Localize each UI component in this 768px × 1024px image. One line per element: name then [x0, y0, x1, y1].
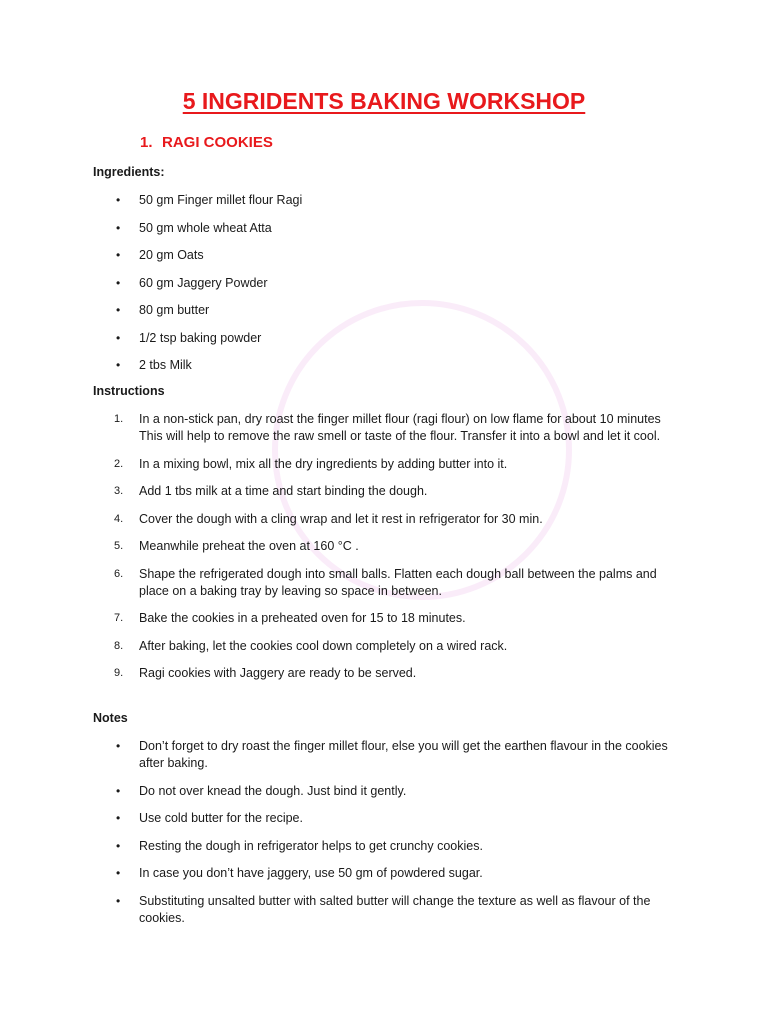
step-number: 6.	[114, 567, 124, 580]
bullet-marker: •	[116, 893, 121, 908]
bullet-marker: •	[116, 303, 121, 317]
list-item-text: Shape the refrigerated dough into small balls. Flatten each dough ball between the palms and place on a baking tray by leaving so space in between.	[139, 566, 657, 598]
list-item-text: 60 gm Jaggery Powder	[139, 275, 268, 290]
instruction-step	[0, 665, 669, 682]
step-number: 7.	[114, 612, 124, 624]
step-number: 9.	[114, 667, 124, 679]
list-item-text: Resting the dough in refrigerator helps to get crunchy cookies.	[139, 838, 483, 853]
instructions-label: Instructions	[93, 384, 165, 398]
notes-label: Notes	[93, 711, 128, 725]
instruction-step	[0, 638, 669, 655]
bullet-marker: •	[116, 783, 121, 798]
instruction-step	[0, 538, 669, 555]
instruction-step	[0, 456, 669, 473]
list-item-text: 50 gm whole wheat Atta	[139, 220, 272, 235]
list-item-text: Ragi cookies with Jaggery are ready to be served.	[139, 666, 417, 680]
list-item-text: In case you don’t have jaggery, use 50 gm of powdered sugar.	[139, 866, 483, 880]
list-item-text: Cover the dough with a cling wrap and let it rest in refrigerator for 30 min.	[139, 511, 543, 526]
list-item-text: 20 gm Oats	[139, 248, 204, 262]
step-number: 4.	[114, 512, 124, 525]
step-number: 2.	[114, 457, 124, 470]
bullet-marker: •	[116, 739, 121, 753]
bullet-marker: •	[116, 811, 121, 825]
list-item-text: In a non-stick pan, dry roast the finger millet flour (ragi flour) on low flame for about 10 minutes This will help to remove the raw smell or taste of the flour. Transfer it into a bowl and let it cool.	[139, 412, 661, 443]
list-item-text: 2 tbs Milk	[139, 358, 192, 372]
ingredient-item	[0, 220, 669, 237]
section-title: RAGI COOKIES	[162, 134, 273, 151]
list-item-text: 50 gm Finger millet flour Ragi	[139, 193, 303, 207]
bullet-marker: •	[116, 193, 121, 207]
bullet-marker: •	[116, 866, 121, 880]
document-title: 5 INGRIDENTS BAKING WORKSHOP	[182, 88, 586, 114]
note-item	[0, 783, 669, 800]
bullet-marker: •	[116, 275, 121, 290]
list-item-text: Meanwhile preheat the oven at 160 °C .	[139, 539, 359, 553]
ingredient-item	[0, 330, 669, 347]
bullet-marker: •	[116, 330, 121, 345]
instructions-list	[0, 411, 768, 693]
instruction-step	[0, 483, 669, 500]
list-item-text: Substituting unsalted butter with salted butter will change the texture as well as flavour of the cookies.	[139, 893, 651, 925]
ingredient-item	[0, 357, 669, 374]
section-heading	[140, 134, 273, 151]
ingredients-label: Ingredients:	[93, 165, 165, 179]
instruction-step	[0, 411, 669, 445]
list-item-text: In a mixing bowl, mix all the dry ingredients by adding butter into it.	[139, 456, 508, 471]
ingredients-list	[0, 192, 768, 385]
note-item	[0, 810, 669, 827]
note-item	[0, 865, 669, 882]
instruction-step	[0, 511, 669, 528]
ingredient-item	[0, 275, 669, 292]
list-item-text: After baking, let the cookies cool down completely on a wired rack.	[139, 638, 508, 653]
list-item-text: Add 1 tbs milk at a time and start binding the dough.	[139, 484, 428, 498]
step-number: 5.	[114, 540, 124, 552]
instruction-step	[0, 566, 669, 600]
notes-list	[0, 738, 768, 937]
bullet-marker: •	[116, 358, 121, 372]
step-number: 1.	[114, 413, 124, 425]
list-item-text: Use cold butter for the recipe.	[139, 811, 303, 825]
instruction-step	[0, 610, 669, 627]
step-number: 3.	[114, 485, 124, 497]
step-number: 8.	[114, 639, 124, 652]
note-item	[0, 738, 669, 772]
list-item-text: 80 gm butter	[139, 303, 210, 317]
ingredient-item	[0, 302, 669, 319]
ingredient-item	[0, 192, 669, 209]
bullet-marker: •	[116, 220, 121, 235]
bullet-marker: •	[116, 248, 121, 262]
list-item-text: Don’t forget to dry roast the finger millet flour, else you will get the earthen flavour in the cookies after baking.	[139, 739, 668, 770]
section-number: 1.	[140, 134, 153, 151]
bullet-marker: •	[116, 838, 121, 853]
note-item	[0, 893, 669, 927]
ingredient-item	[0, 247, 669, 264]
note-item	[0, 838, 669, 855]
list-item-text: Do not over knead the dough. Just bind it gently.	[139, 783, 407, 798]
list-item-text: Bake the cookies in a preheated oven for 15 to 18 minutes.	[139, 611, 466, 625]
list-item-text: 1/2 tsp baking powder	[139, 330, 262, 345]
